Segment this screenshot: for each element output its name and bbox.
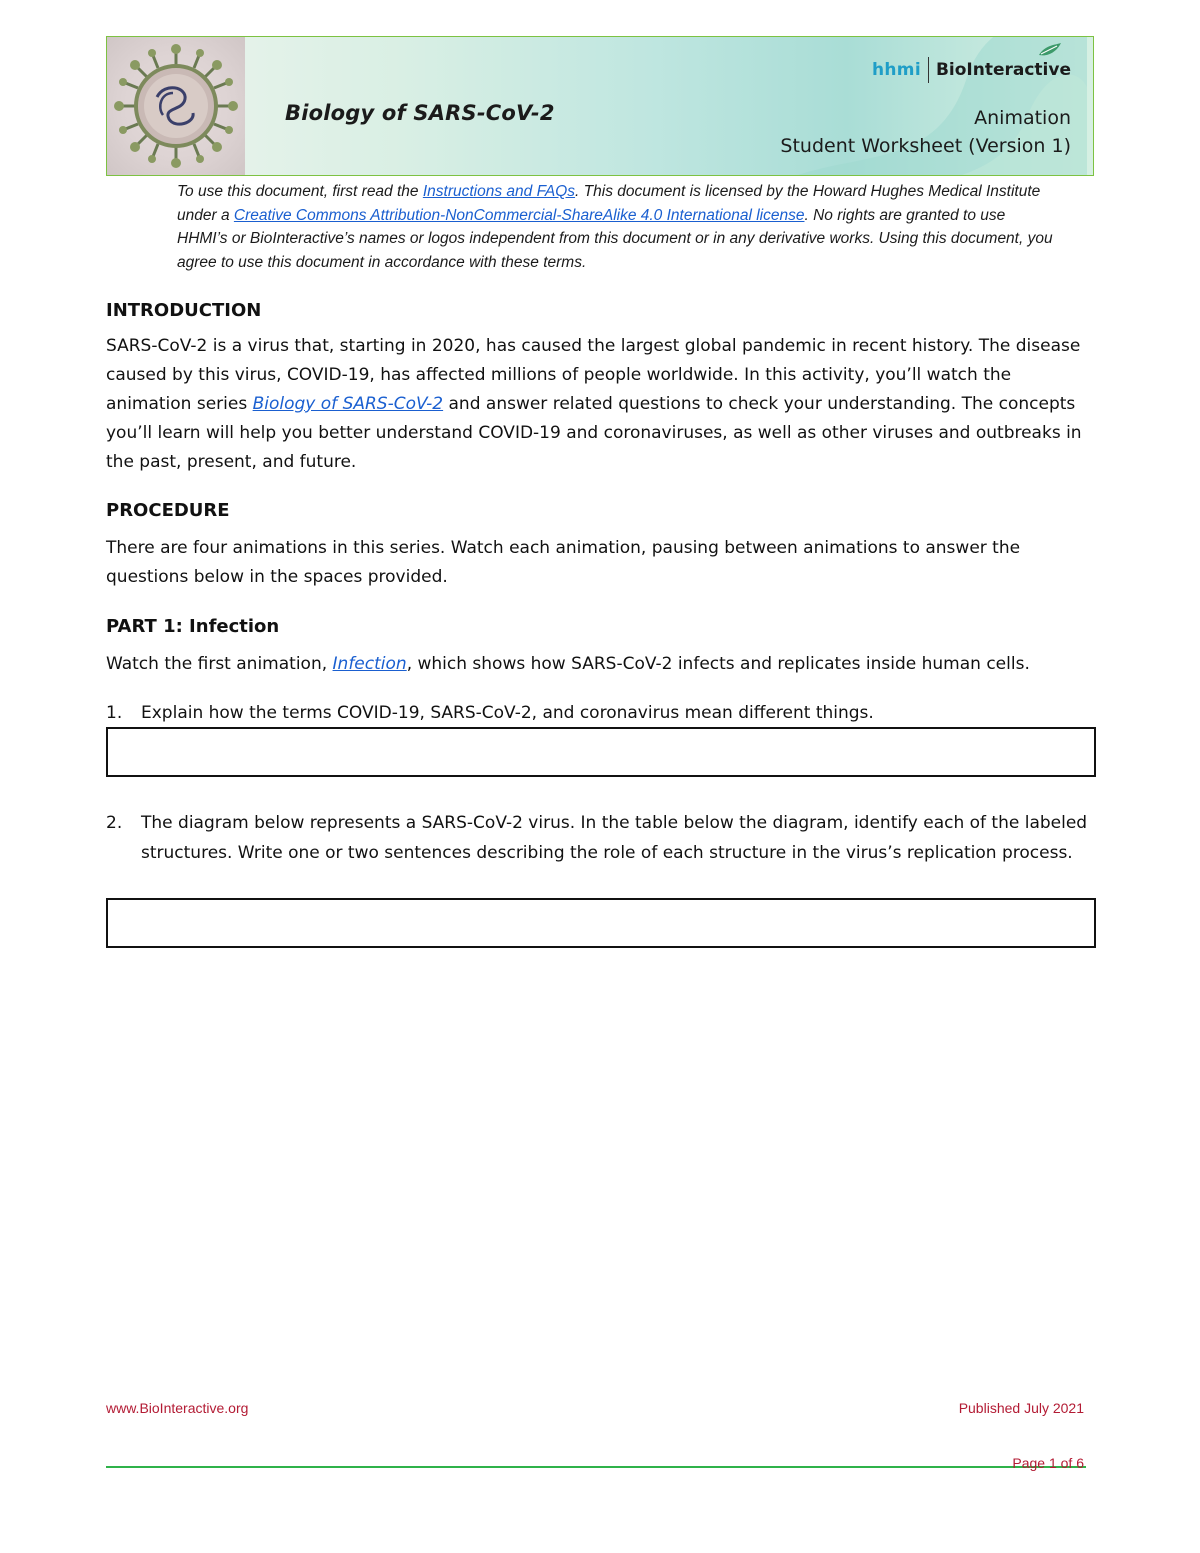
header-banner — [106, 36, 1094, 176]
logo-biointeractive-text: BioInteractive — [935, 60, 1071, 80]
footer-divider — [106, 1466, 1086, 1468]
question-text: The diagram below represents a SARS-CoV-2 virus. In the table below the diagram, identify each of the labeled structures. Write one or two sentences describing the role of each structure in the virus’s replication process. — [141, 813, 1088, 863]
footer-website[interactable]: www.BioInteractive.org — [106, 1400, 249, 1416]
question-2 — [106, 808, 1096, 868]
introduction-text: SARS-CoV-2 is a virus that, starting in 2020, has caused the largest global pandemic in recent history. The disease caused by this virus, COVID-19, has affected millions of people worldwide. In this activity, you’ll watch the animation series — [106, 336, 1081, 414]
answer-box-2[interactable] — [106, 898, 1096, 948]
question-1 — [106, 698, 1096, 728]
part1-paragraph — [106, 650, 1096, 679]
license-notice — [177, 180, 1057, 274]
answer-box-1[interactable] — [106, 727, 1096, 777]
introduction-text: and answer related questions to check your understanding. The concepts you’ll learn will help you better understand COVID-19 and coronaviruses, as well as other viruses and outbreaks in the past, present, and future. — [106, 394, 1082, 472]
footer-published-date: Published July 2021 — [958, 1400, 1084, 1416]
question-number: 1. — [106, 703, 123, 723]
license-text: . This document is licensed by the Howard Hughes Medical Institute under a — [177, 183, 1041, 224]
introduction-paragraph — [106, 332, 1096, 477]
part1-heading: PART 1: Infection — [106, 616, 280, 637]
creative-commons-license-link[interactable]: Creative Commons Attribution-NonCommercial-ShareAlike 4.0 International license — [233, 206, 805, 224]
document-title: Biology of SARS-CoV-2 — [285, 101, 555, 125]
logo-divider — [928, 57, 929, 83]
page-number: Page 1 of 6 — [1012, 1455, 1084, 1471]
procedure-heading: PROCEDURE — [106, 500, 230, 521]
leaf-icon — [1037, 41, 1063, 61]
license-text: . No rights are granted to use HHMI’s or BioInteractive’s names or logos independent from this document or in any derivative works. Using this document, you agree to use this document in accordance with these terms. — [177, 206, 1053, 271]
document-type: Animation — [974, 107, 1071, 129]
procedure-paragraph: There are four animations in this series. Watch each animation, pausing between animations to answer the questions below in the spaces provided. — [106, 538, 1021, 587]
hhmi-biointeractive-logo — [872, 57, 1071, 83]
infection-link[interactable]: Infection — [332, 654, 407, 674]
introduction-heading: INTRODUCTION — [106, 300, 262, 321]
part1-text: Watch the first animation, — [106, 654, 333, 674]
part1-text: , which shows how SARS-CoV-2 infects and replicates inside human cells. — [406, 654, 1030, 674]
license-text: To use this document, first read the — [177, 183, 423, 200]
question-number: 2. — [106, 813, 123, 833]
question-text: Explain how the terms COVID-19, SARS-CoV-2, and coronavirus mean different things. — [141, 703, 874, 723]
instructions-faqs-link[interactable]: Instructions and FAQs — [422, 183, 576, 200]
coronavirus-image-icon — [107, 37, 245, 175]
biology-of-sars-cov-2-link[interactable]: Biology of SARS-CoV-2 — [252, 394, 444, 414]
document-subtype: Student Worksheet (Version 1) — [780, 135, 1071, 157]
logo-hhmi-text: hhmi — [872, 60, 921, 80]
